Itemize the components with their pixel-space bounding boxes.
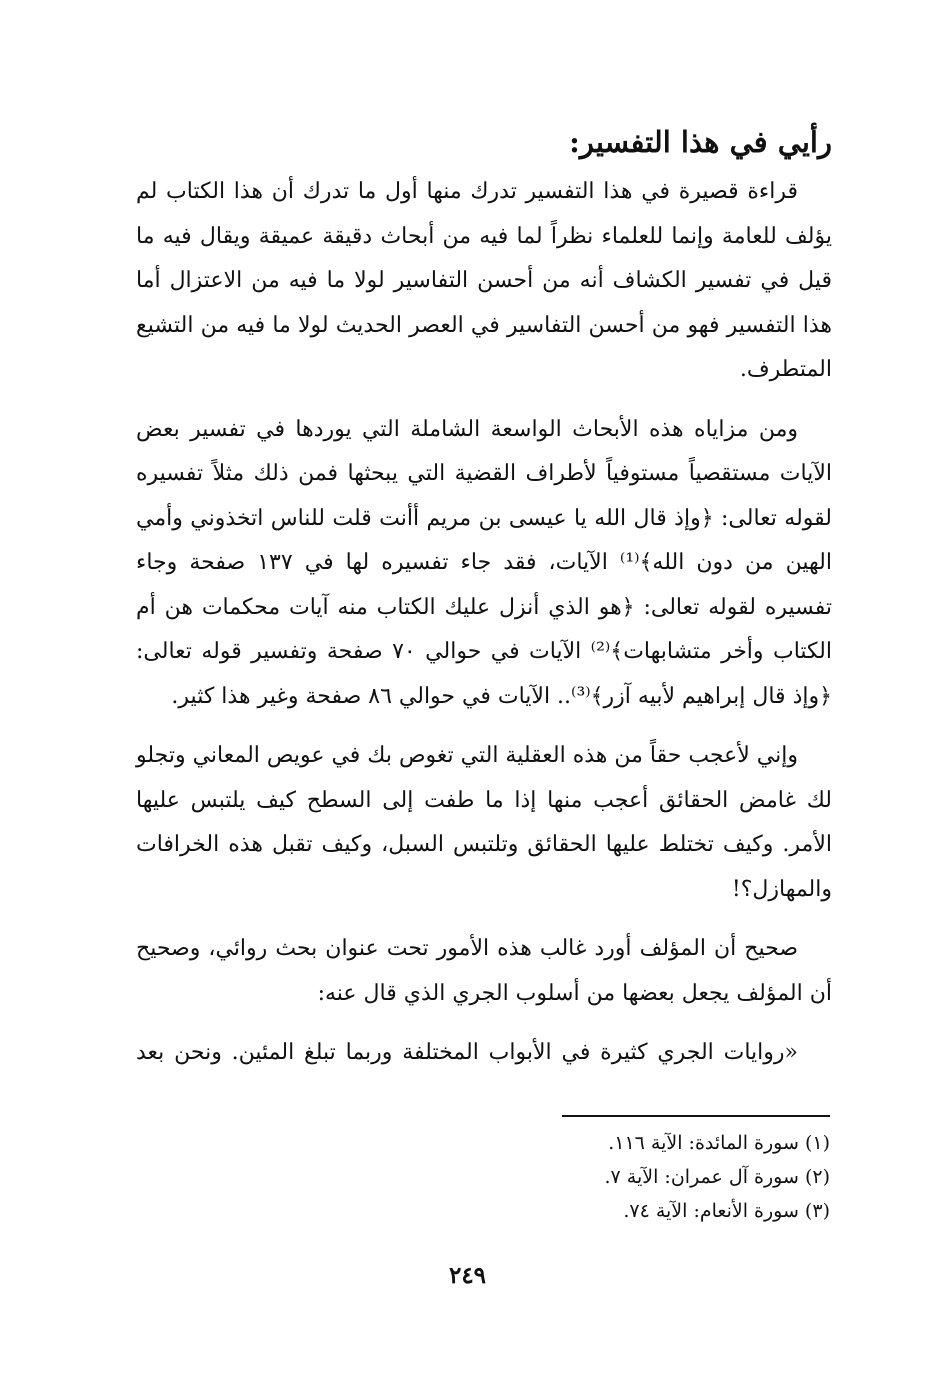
- page-body: [136, 118, 832, 1091]
- footnote-2: (٢) سورة آل عمران: الآية ٧.: [604, 1166, 830, 1188]
- section-heading: رأيي في هذا التفسير:: [569, 125, 832, 159]
- footnote-3: (٣) سورة الأنعام: الآية ٧٤.: [623, 1200, 830, 1222]
- footnotes: [470, 1126, 830, 1228]
- footnote-1: (١) سورة المائدة: الآية ١١٦.: [608, 1132, 830, 1154]
- paragraph-1: قراءة قصيرة في هذا التفسير تدرك منها أول ما تدرك أن هذا الكتاب لم يؤلف للعامة وإنما للعلماء نظراً لما فيه من أبحاث دقيقة عميقة ويقال فيه ما قيل في تفسير الكشاف أنه من أحسن التفاسير لولا ما فيه من الاعتزال أما هذا التفسير فهو من أحسن التفاسير في العصر الحديث لولا ما فيه من التشيع المتطرف.: [136, 179, 832, 382]
- footnote-divider: [562, 1115, 830, 1117]
- paragraph-3: وإني لأعجب حقاً من هذه العقلية التي تغوص بك في عويص المعاني وتجلو لك غامض الحقائق أعجب منها إذا ما طفت إلى السطح كيف يلتبس عليها الأمر. وكيف تختلط عليها الحقائق وتلتبس السبل، وكيف تقبل هذه الخرافات والمهازل؟!: [136, 743, 832, 902]
- paragraph-4: صحيح أن المؤلف أورد غالب هذه الأمور تحت عنوان بحث روائي، وصحيح أن المؤلف يجعل بعضها من أسلوب الجري الذي قال عنه:: [136, 936, 832, 1006]
- paragraph-5: «روايات الجري كثيرة في الأبواب المختلفة وربما تبلغ المئين. ونحن بعد: [136, 1040, 798, 1065]
- paragraph-2: ومن مزاياه هذه الأبحاث الواسعة الشاملة التي يوردها في تفسير بعض الآيات مستقصياً مستوفياً لأطراف القضية التي يبحثها فمن ذلك مثلاً تفسيره لقوله تعالى: ﴿وإذ قال الله يا عيسى بن مريم أأنت قلت للناس اتخذوني وأمي الهين من دون الله﴾⁽¹⁾ الآيات، فقد جاء تفسيره لها في ١٣٧ صفحة وجاء تفسيره لقوله تعالى: ﴿هو الذي أنزل عليك الكتاب منه آيات محكمات هن أم الكتاب وأخر متشابهات﴾⁽²⁾ الآيات في حوالي ٧٠ صفحة وتفسير قوله تعالى: ﴿وإذ قال إبراهيم لأبيه آزر﴾⁽³⁾.. الآيات في حوالي ٨٦ صفحة وغير هذا كثير.: [136, 416, 832, 709]
- page-number: ٢٤٩: [448, 1262, 487, 1289]
